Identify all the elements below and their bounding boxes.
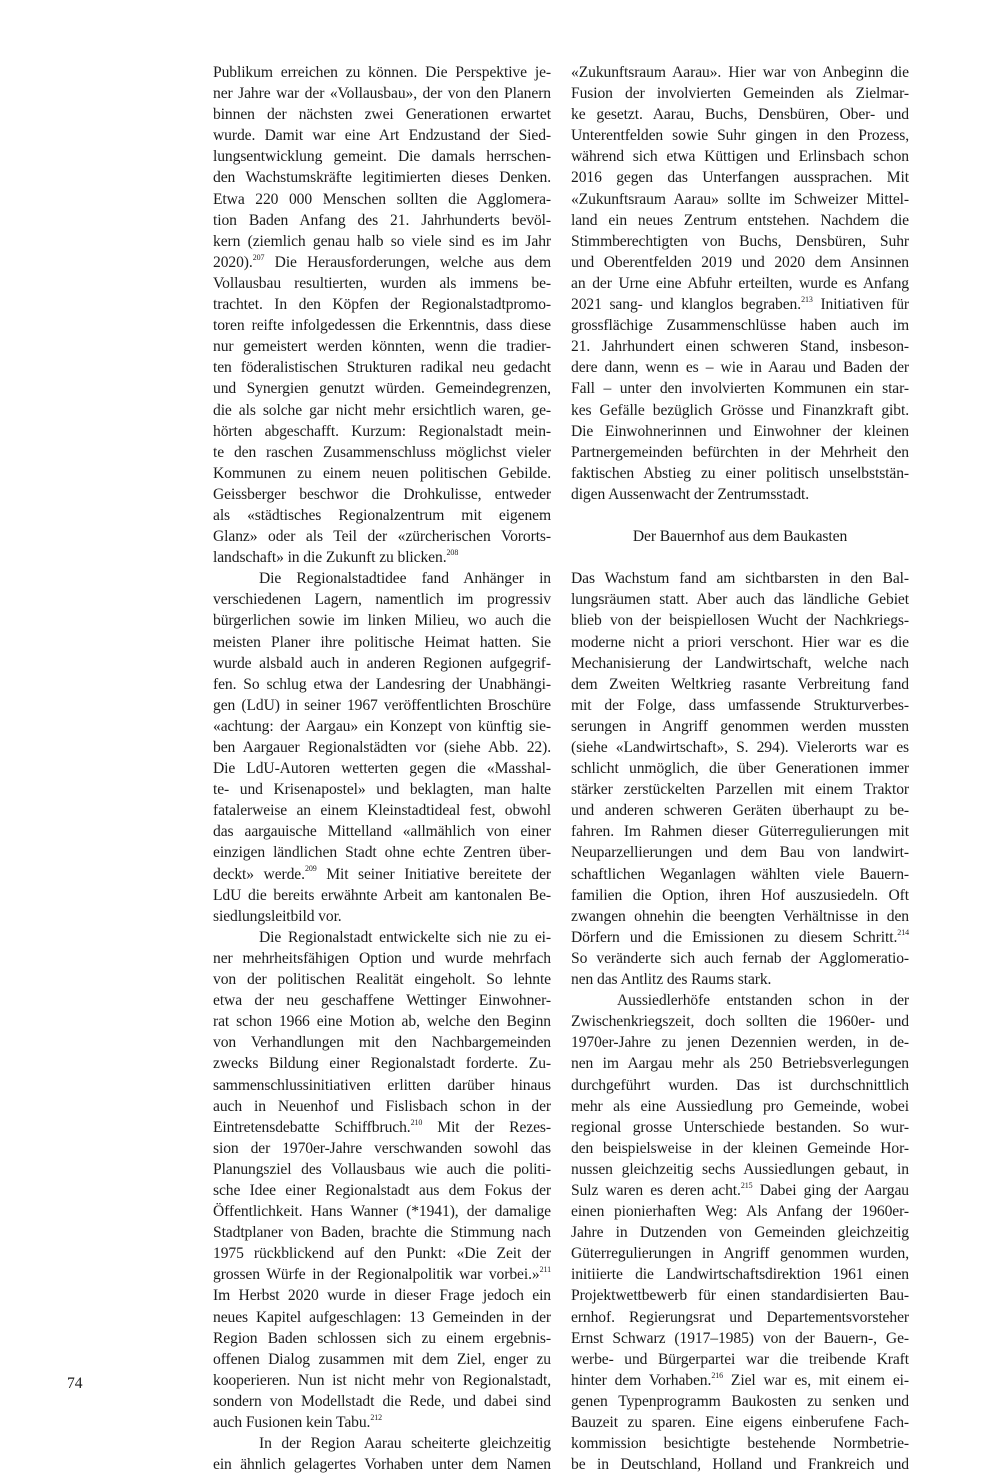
text-line xyxy=(571,589,909,610)
text-line xyxy=(571,1075,909,1096)
text-line xyxy=(571,1328,909,1349)
line-text: In der Region Aarau scheiterte gleichzeitig xyxy=(259,1435,551,1453)
footnote-marker[interactable]: 216 xyxy=(711,1370,724,1380)
line-text: tion Baden Anfang des 21. Jahrhunderts bevöl- xyxy=(213,211,551,229)
line-text: werbe- und Bürgerpartei war die treibende Kraft xyxy=(571,1350,909,1368)
text-line xyxy=(213,421,551,442)
text-line xyxy=(213,737,551,758)
line-text: Die Einwohnerinnen und Einwohner der kleinen xyxy=(571,422,909,440)
footnote-marker[interactable]: 209 xyxy=(304,864,317,874)
text-line xyxy=(213,1138,551,1159)
text-line xyxy=(571,653,909,674)
text-line xyxy=(571,1349,909,1370)
text-line xyxy=(213,864,551,885)
text-line xyxy=(571,210,909,231)
text-line xyxy=(571,1412,909,1433)
text-line xyxy=(213,948,551,969)
text-line xyxy=(213,83,551,104)
footnote-marker[interactable]: 213 xyxy=(801,294,813,304)
line-text-continued: Initiativen für xyxy=(812,296,909,314)
line-text: ner Jahre war der «Vollausbau», der von den Planern xyxy=(213,85,551,103)
text-line xyxy=(571,842,909,863)
line-text: rat schon 1966 eine Motion ab, welche den Beginn xyxy=(213,1013,551,1031)
text-line xyxy=(571,104,909,125)
line-text: Kommunen zu einem neuen politischen Gebilde. xyxy=(213,464,551,482)
text-line xyxy=(571,948,909,969)
text-line xyxy=(213,927,551,948)
right-column xyxy=(571,62,909,1475)
line-text: zwangen ohnehin die beengten Verhältnisse in den xyxy=(571,907,909,925)
text-line xyxy=(571,315,909,336)
line-text: sondern von Modellstadt die Rede, und dabei sind xyxy=(213,1392,551,1410)
text-line xyxy=(213,315,551,336)
line-text: bürgerlichen sowie im linken Milieu, wo auch die xyxy=(213,612,551,630)
line-text: mehr als eine Aussiedlung pro Gemeinde, wobei xyxy=(571,1097,909,1115)
line-text: auch Fusionen kein Tabu. xyxy=(213,1414,371,1431)
text-line xyxy=(213,674,551,695)
text-line xyxy=(213,1264,551,1285)
line-text: genen Typenprogramm Baukosten zu senken und xyxy=(571,1392,909,1410)
text-line xyxy=(213,167,551,188)
text-line xyxy=(571,716,909,737)
line-text: «Zukunftsraum Aarau». Hier war von Anbeginn die xyxy=(571,64,909,81)
text-line xyxy=(571,146,909,167)
footnote-marker[interactable]: 208 xyxy=(446,547,459,557)
text-line xyxy=(571,1201,909,1222)
line-text: als «städtisches Regionalzentrum mit eigenem xyxy=(213,506,551,524)
text-line xyxy=(571,969,909,990)
text-line xyxy=(571,990,909,1011)
line-text: Jahre in Dutzenden von Gemeinden gleichzeitig xyxy=(571,1224,909,1242)
text-line xyxy=(213,758,551,779)
line-text: etwa der neu geschaffene Wettinger Einwohner- xyxy=(213,992,551,1010)
text-line xyxy=(571,779,909,800)
text-line xyxy=(571,400,909,421)
line-text: dem Zweiten Weltkrieg rasante Verbreitung fand xyxy=(571,675,909,693)
line-text: initiierte die Landwirtschaftsdirektion 1961 einen xyxy=(571,1266,909,1284)
line-text: Das Wachstum fand am sichtbarsten in den Bal- xyxy=(571,570,909,588)
line-text: Die LdU-Autoren wetterten gegen die «Masshal- xyxy=(213,760,551,778)
text-line xyxy=(213,1328,551,1349)
line-text: Fusion der involvierten Gemeinden als Zielmar- xyxy=(571,85,909,103)
line-text: Die Regionalstadt entwickelte sich nie zu ei- xyxy=(259,928,551,946)
line-text: das aargauische Mittelland «allmählich von einer xyxy=(213,823,551,841)
text-line xyxy=(571,294,909,315)
line-text: Bauzeit zu sparen. Eine eigens einberufene Fach- xyxy=(571,1414,909,1431)
footnote-marker[interactable]: 214 xyxy=(897,927,909,937)
text-line xyxy=(213,969,551,990)
line-text: ein ähnlich gelagertes Vorhaben unter dem Namen xyxy=(213,1456,551,1474)
line-text: Partnergemeinden befürchten in der Mehrheit den xyxy=(571,443,909,461)
line-text: Mechanisierung der Landwirtschaft, welche nach xyxy=(571,654,909,672)
line-text: neues Kapitel aufgeschlagen: 13 Gemeinden in der xyxy=(213,1308,551,1326)
line-text: land ein neues Zentrum entstehen. Nachdem die xyxy=(571,211,909,229)
text-line xyxy=(571,336,909,357)
line-text: Güterregulierungen in Angriff genommen wurden, xyxy=(571,1245,909,1263)
text-line xyxy=(213,653,551,674)
text-line xyxy=(213,1201,551,1222)
line-text: «Zukunftsraum Aarau» sollte im Schweizer Mittel- xyxy=(571,190,909,208)
line-text: Neuparzellierungen und dem Bau von landwirt- xyxy=(571,844,909,862)
line-text: deckt» werde. xyxy=(213,865,305,883)
line-text: Eintretensdebatte Schiffbruch. xyxy=(213,1118,411,1136)
text-line xyxy=(571,1180,909,1201)
text-line xyxy=(213,1349,551,1370)
page-number: 74 xyxy=(67,1375,83,1392)
line-text: Stadtplaner von Baden, brachte die Stimmung nach xyxy=(213,1224,551,1242)
text-line xyxy=(213,1222,551,1243)
line-text: familien die Option, ihren Hof auszusiedeln. Oft xyxy=(571,886,909,904)
text-line xyxy=(571,1264,909,1285)
text-line xyxy=(213,484,551,505)
line-text: kooperieren. Nun ist nicht mehr von Regionalstadt, xyxy=(213,1371,551,1389)
text-line xyxy=(571,252,909,273)
text-line xyxy=(571,1159,909,1180)
line-text: meisten Planer ihre politische Heimat hatten. Sie xyxy=(213,633,551,651)
line-text: moderne nicht a priori verschont. Hier war es die xyxy=(571,633,909,651)
line-text: von Verhandlungen mit den Nachbargemeinden xyxy=(213,1034,551,1052)
line-text: binnen der nächsten zwei Generationen erwartet xyxy=(213,106,551,124)
text-line xyxy=(213,273,551,294)
text-line xyxy=(571,378,909,399)
line-text: lungsentwicklung gemeint. Die damals herrschen- xyxy=(213,148,551,166)
line-text: kes Gefälle bezüglich Grösse und Finanzkraft gibt. xyxy=(571,401,909,419)
line-text: 2021 sang- und klanglos begraben. xyxy=(571,296,802,314)
line-text: grossen Würfe in der Regionalpolitik war vorbei.» xyxy=(213,1266,540,1284)
text-line xyxy=(213,632,551,653)
text-line xyxy=(571,1433,909,1454)
text-line xyxy=(213,1159,551,1180)
footnote-marker[interactable]: 211 xyxy=(539,1265,551,1275)
text-line xyxy=(571,1285,909,1306)
line-text: Die Regionalstadtidee fand Anhänger in xyxy=(259,570,551,588)
text-line xyxy=(213,505,551,526)
text-line xyxy=(213,336,551,357)
text-line xyxy=(571,62,909,83)
line-text: nen im Aargau mehr als 250 Betriebsverlegungen xyxy=(571,1055,909,1073)
line-text: offenen Dialog zusammen mit dem Ziel, enger zu xyxy=(213,1350,551,1368)
line-text: mit der Folge, dass umfassende Strukturverbes- xyxy=(571,696,909,714)
line-text-continued: Ziel war es, mit einem ei- xyxy=(723,1371,909,1389)
text-line xyxy=(571,1307,909,1328)
text-line xyxy=(571,906,909,927)
text-line xyxy=(213,189,551,210)
line-text: grossflächige Zusammenschlüsse haben auch im xyxy=(571,317,909,335)
line-text: toren reifte infolgedessen die Erkenntnis, dass diese xyxy=(213,317,551,335)
text-line xyxy=(213,906,551,927)
text-line xyxy=(571,1096,909,1117)
text-line xyxy=(571,1222,909,1243)
line-text-continued: Mit der Rezes- xyxy=(422,1118,551,1136)
line-text: siedlungsleitbild vor. xyxy=(213,907,342,925)
line-text: te den raschen Zusammenschluss möglichst vieler xyxy=(213,443,551,461)
text-line xyxy=(213,400,551,421)
text-line xyxy=(213,1053,551,1074)
line-text: faktischen Abstieg zu einer politisch unselbststän- xyxy=(571,464,909,482)
text-line xyxy=(213,210,551,231)
footnote-marker[interactable]: 215 xyxy=(740,1180,753,1190)
line-text: die als solche gar nicht mehr ersichtlich waren, ge- xyxy=(213,401,551,419)
text-line xyxy=(213,357,551,378)
left-column xyxy=(213,62,551,1475)
text-line xyxy=(213,1285,551,1306)
text-line xyxy=(571,737,909,758)
line-text: Zwischenkriegszeit, doch sollten die 1960er- und xyxy=(571,1013,909,1031)
line-text: Glanz» oder als Teil der «zürcherischen Vororts- xyxy=(213,528,551,546)
line-text: lungsräumen statt. Aber auch das ländliche Gebiet xyxy=(571,591,909,609)
text-line xyxy=(213,1370,551,1391)
line-text: Ernst Schwarz (1917–1985) von der Bauern-, Ge- xyxy=(571,1329,909,1347)
text-line xyxy=(571,273,909,294)
text-line xyxy=(213,695,551,716)
text-line xyxy=(213,610,551,631)
text-line xyxy=(571,1391,909,1412)
text-line xyxy=(571,442,909,463)
text-line xyxy=(213,779,551,800)
line-text: digen Aussenwacht der Zentrumsstadt. xyxy=(571,485,810,503)
text-line xyxy=(571,632,909,653)
line-text: Planungsziel des Vollausbaus wie auch die politi- xyxy=(213,1160,551,1178)
line-text: Im Herbst 2020 wurde in dieser Frage jedoch ein xyxy=(213,1287,551,1305)
right-column-text-before-heading xyxy=(571,62,909,505)
text-line xyxy=(213,1391,551,1412)
text-line xyxy=(213,442,551,463)
line-text: serungen in Angriff genommen werden mussten xyxy=(571,717,909,735)
footnote-marker[interactable]: 207 xyxy=(252,252,265,262)
line-text: ten föderalistischen Strukturen radikal neu gedacht xyxy=(213,359,551,377)
text-line xyxy=(213,568,551,589)
line-text: 21. Jahrhundert einen schweren Stand, insbeson- xyxy=(571,338,909,356)
text-line xyxy=(571,695,909,716)
text-line xyxy=(571,167,909,188)
text-line xyxy=(571,1011,909,1032)
text-line xyxy=(571,484,909,505)
text-line xyxy=(213,800,551,821)
line-text: ner mehrheitsfähigen Option und wurde mehrfach xyxy=(213,949,551,967)
line-text: einzigen ländlichen Stadt ohne echte Zentren über- xyxy=(213,844,551,862)
line-text: sche Idee einer Regionalstadt aus dem Fokus der xyxy=(213,1181,551,1199)
line-text-continued: Die Herausforderungen, welche aus dem xyxy=(264,253,551,271)
text-line xyxy=(213,716,551,737)
line-text: blieb von der beispiellosen Wucht der Nachkriegs- xyxy=(571,612,909,630)
text-line xyxy=(213,885,551,906)
text-line xyxy=(571,189,909,210)
blank-line xyxy=(571,547,909,568)
text-line xyxy=(213,1433,551,1454)
text-line xyxy=(213,1011,551,1032)
line-text: gen (LdU) in seiner 1967 veröffentlichten Broschüre xyxy=(213,696,551,714)
text-line xyxy=(213,1412,551,1433)
text-line xyxy=(213,1096,551,1117)
line-text: regional grosse Unterschiede bestanden. So wur- xyxy=(571,1118,909,1136)
text-line xyxy=(571,1243,909,1264)
line-text: nen das Antlitz des Raums stark. xyxy=(571,971,772,989)
text-line xyxy=(213,62,551,83)
line-text: fen. So schlug etwa der Landesring der Unabhängi- xyxy=(213,675,551,693)
text-line xyxy=(571,1032,909,1053)
line-text: Öffentlichkeit. Hans Wanner (*1941), der damalige xyxy=(213,1203,551,1221)
text-line xyxy=(571,927,909,948)
line-text: Etwa 220 000 Menschen sollten die Agglomera- xyxy=(213,190,551,208)
line-text: zwecks Bildung einer Regionalstadt forderte. Zu- xyxy=(213,1055,551,1073)
text-line xyxy=(571,758,909,779)
footnote-marker[interactable]: 210 xyxy=(410,1117,423,1127)
text-line xyxy=(213,1032,551,1053)
line-text-continued: Mit seiner Initiative bereitete der xyxy=(316,865,552,883)
text-line xyxy=(571,463,909,484)
line-text: ke gesetzt. Aarau, Buchs, Densbüren, Ober- und xyxy=(571,106,909,124)
line-text: nur gemeistert werden könnten, wenn die tradier- xyxy=(213,338,551,356)
line-text: Stimmberechtigten von Buchs, Densbüren, Suhr xyxy=(571,232,909,250)
line-text: LdU die bereits erwähnte Arbeit am kantonalen Be- xyxy=(213,886,551,904)
line-text: stärker zerstückelten Parzellen mit einem Traktor xyxy=(571,781,909,799)
line-text: sammenschlussinitiativen erlitten darüber hinaus xyxy=(213,1076,551,1094)
line-text: ernhof. Regierungsrat und Departementsvorsteher xyxy=(571,1308,909,1326)
line-text: auch in Neuenhof und Fislisbach schon in der xyxy=(213,1097,551,1115)
line-text: den Wachstumskräfte legitimierten dieses Denken. xyxy=(213,169,551,187)
text-line xyxy=(571,125,909,146)
text-line xyxy=(571,357,909,378)
line-text: schlicht unmöglich, die über Generationen immer xyxy=(571,760,909,778)
text-line xyxy=(213,1075,551,1096)
blank-line xyxy=(571,505,909,526)
line-text: schaftlichen Weganlagen wählten viele Bauern- xyxy=(571,865,909,883)
text-line xyxy=(571,864,909,885)
line-text: von der politischen Realität eingeholt. So lehnte xyxy=(213,971,551,989)
text-line xyxy=(213,463,551,484)
text-line xyxy=(571,1117,909,1138)
text-line xyxy=(213,547,551,568)
line-text: So veränderte sich auch fernab der Agglomeratio- xyxy=(571,949,909,967)
text-line xyxy=(571,568,909,589)
line-text: 2020). xyxy=(213,253,253,271)
line-text: an der Urne eine Abfuhr erteilten, wurde es Anfang xyxy=(571,274,909,292)
line-text: dere dann, wenn es – wie in Aarau und Baden der xyxy=(571,359,909,377)
line-text: sion der 1970er-Jahre verschwanden sowohl das xyxy=(213,1139,551,1157)
line-text: 1975 rückblickend auf den Punkt: «Die Zeit der xyxy=(213,1245,551,1263)
line-text: durchgeführt wurden. Das ist durchschnittlich xyxy=(571,1076,909,1094)
line-text: Projektwettbewerb für einen standardisierten Bau- xyxy=(571,1287,909,1305)
line-text: einen pionierhaften Weg: Als Anfang der 1960er- xyxy=(571,1203,909,1221)
text-line xyxy=(213,294,551,315)
line-text: wurde alsbald auch in anderen Regionen aufgegrif- xyxy=(213,654,551,672)
line-text: während sich etwa Küttigen und Erlinsbach schon xyxy=(571,148,909,166)
text-line xyxy=(571,885,909,906)
line-text: und anderen schweren Geräten überhaupt zu be- xyxy=(571,802,909,820)
line-text: Aussiedlerhöfe entstanden schon in der xyxy=(617,992,909,1010)
line-text: Unterentfelden sowie Suhr gingen in den Prozess, xyxy=(571,127,909,145)
line-text: trachtet. In den Köpfen der Regionalstadtpromo- xyxy=(213,296,551,314)
text-line xyxy=(571,421,909,442)
line-text: 2016 gegen das Unterfangen aussprachen. Mit xyxy=(571,169,909,187)
line-text: landschaft» in die Zukunft zu blicken. xyxy=(213,549,447,567)
text-line xyxy=(213,1243,551,1264)
text-line xyxy=(213,1117,551,1138)
text-line xyxy=(213,589,551,610)
line-text: (siehe «Landwirtschaft», S. 294). Vielerorts war es xyxy=(571,739,909,756)
text-line xyxy=(571,83,909,104)
text-line xyxy=(571,821,909,842)
line-text: «achtung: der Aargau» ein Konzept von künftig sie- xyxy=(213,717,551,735)
text-line xyxy=(213,104,551,125)
text-line xyxy=(213,526,551,547)
text-line xyxy=(571,1138,909,1159)
text-line xyxy=(213,990,551,1011)
line-text: te- und Krisenapostel» und beklagten, man halte xyxy=(213,781,551,799)
line-text: fatalerweise an einem Kleinstadtideal fest, obwohl xyxy=(213,802,551,820)
line-text: Vollausbau resultierten, wurden als immens be- xyxy=(213,274,551,292)
line-text: Dörfern und die Emissionen zu diesem Schritt. xyxy=(571,928,898,946)
text-line xyxy=(213,378,551,399)
footnote-marker[interactable]: 212 xyxy=(370,1412,383,1422)
text-line xyxy=(213,231,551,252)
line-text: hörten abgeschafft. Kurzum: Regionalstadt mein- xyxy=(213,422,551,440)
text-line xyxy=(213,821,551,842)
text-line xyxy=(571,674,909,695)
line-text: hinter dem Vorhaben. xyxy=(571,1371,712,1389)
line-text: den beispielsweise in der kleinen Gemeinde Hor- xyxy=(571,1139,909,1157)
line-text: 1970er-Jahre zu jenen Dezennien werden, in de- xyxy=(571,1034,909,1052)
line-text: ben Aargauer Regionalstädten vor (siehe Abb. 22). xyxy=(213,739,551,756)
line-text: und Oberentfelden 2019 und 2020 dem Ansinnen xyxy=(571,253,909,271)
text-line xyxy=(571,1370,909,1391)
text-line xyxy=(213,1307,551,1328)
text-line xyxy=(213,1180,551,1201)
line-text: fahren. Im Rahmen dieser Güterregulierungen mit xyxy=(571,823,909,841)
line-text: be in Deutschland, Holland und Frankreich und xyxy=(571,1456,909,1474)
text-line xyxy=(571,610,909,631)
line-text: und Synergien genutzt würden. Gemeindegrenzen, xyxy=(213,380,551,398)
line-text: nussen gleichzeitig sechs Aussiedlungen gebaut, in xyxy=(571,1160,909,1178)
line-text: Sulz waren es deren acht. xyxy=(571,1181,741,1199)
line-text-continued: Dabei ging der Aargau xyxy=(752,1181,909,1199)
text-line xyxy=(213,842,551,863)
right-column-text-after-heading xyxy=(571,568,909,1475)
text-line xyxy=(213,125,551,146)
text-line xyxy=(213,1454,551,1475)
line-text: Publikum erreichen zu können. Die Perspektive je- xyxy=(213,64,551,81)
text-line xyxy=(571,1454,909,1475)
text-line xyxy=(213,252,551,273)
line-text: Geissberger beschwor die Drohkulisse, entweder xyxy=(213,485,551,503)
line-text: wurde. Damit war eine Art Endzustand der Sied- xyxy=(213,127,551,145)
text-line xyxy=(571,231,909,252)
line-text: verschiedenen Lagern, namentlich im progressiv xyxy=(213,591,551,609)
text-line xyxy=(213,146,551,167)
text-line xyxy=(571,1053,909,1074)
line-text: Fall – unter den involvierten Kommunen ein star- xyxy=(571,380,909,398)
line-text: Region Baden schlossen sich zu einem ergebnis- xyxy=(213,1329,551,1347)
line-text: kommission besichtigte bestehende Normbetrie- xyxy=(571,1435,909,1453)
section-heading: Der Bauernhof aus dem Baukasten xyxy=(632,528,848,546)
line-text: kern (ziemlich genau halb so viele sind es im Jahr xyxy=(213,232,551,250)
text-line xyxy=(571,800,909,821)
